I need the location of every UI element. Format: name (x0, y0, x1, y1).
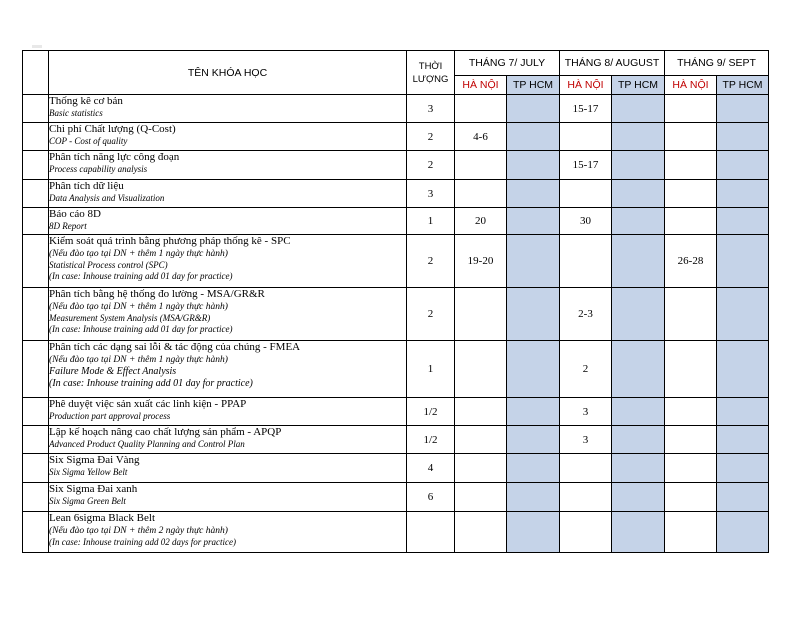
august-hcm-date-cell (612, 151, 665, 180)
july-hcm-date-cell (507, 454, 560, 483)
sept-hanoi-date-cell (665, 454, 717, 483)
sept-hcm-header: TP HCM (717, 76, 769, 95)
course-title-en: Statistical Process control (SPC) (49, 260, 168, 270)
course-title-en: Measurement System Analysis (MSA/GR&R) (49, 313, 211, 323)
course-title-vi: Phân tích bằng hệ thống đo lường - MSA/GR&R (49, 288, 265, 300)
course-title-en: (In case: Inhouse training add 01 day for practice) (49, 378, 253, 389)
july-hcm-header: TP HCM (507, 76, 560, 95)
july-hanoi-date-cell (455, 151, 507, 180)
august-hcm-date-cell (612, 95, 665, 123)
duration-cell: 4 (407, 454, 455, 483)
august-hanoi-date-cell: 3 (560, 398, 612, 426)
table-row (23, 426, 769, 454)
sept-hanoi-date-cell (665, 123, 717, 151)
duration-cell: 1/2 (407, 426, 455, 454)
sept-hcm-date-cell (717, 95, 769, 123)
course-title-en: 8D Report (49, 221, 87, 231)
course-title-vi: Phân tích năng lực công đoạn (49, 151, 180, 163)
august-hanoi-date-cell (560, 180, 612, 208)
july-hanoi-date-cell (455, 288, 507, 341)
sept-hanoi-date-cell (665, 151, 717, 180)
july-hcm-date-cell (507, 208, 560, 235)
course-name-cell (49, 235, 407, 288)
july-hcm-date-cell (507, 95, 560, 123)
duration-cell: 3 (407, 95, 455, 123)
july-hanoi-date-cell (455, 95, 507, 123)
july-hcm-date-cell (507, 426, 560, 454)
july-hcm-date-cell (507, 235, 560, 288)
sept-hanoi-date-cell (665, 483, 717, 512)
august-hcm-date-cell (612, 398, 665, 426)
course-name-cell (49, 208, 407, 235)
sept-hcm-date-cell (717, 288, 769, 341)
row-marker-cell (23, 341, 49, 398)
sept-hanoi-date-cell (665, 398, 717, 426)
row-marker-cell (23, 95, 49, 123)
july-hcm-date-cell (507, 398, 560, 426)
course-rows (23, 95, 769, 553)
august-hcm-date-cell (612, 454, 665, 483)
duration-cell: 1/2 (407, 398, 455, 426)
table-row (23, 123, 769, 151)
table-row (23, 512, 769, 553)
row-marker-cell (23, 180, 49, 208)
july-hcm-date-cell (507, 123, 560, 151)
row-marker-cell (23, 288, 49, 341)
sept-hcm-date-cell (717, 483, 769, 512)
table-row (23, 235, 769, 288)
course-name-cell (49, 341, 407, 398)
course-title-vi: Báo cáo 8D (49, 208, 101, 220)
august-hanoi-date-cell: 2 (560, 341, 612, 398)
course-name-cell (49, 454, 407, 483)
sept-hanoi-date-cell (665, 208, 717, 235)
course-title-vi: Phân tích dữ liệu (49, 180, 124, 192)
duration-cell (407, 512, 455, 553)
course-title-en: Process capability analysis (49, 164, 148, 174)
august-hcm-date-cell (612, 180, 665, 208)
course-note: (Nếu đào tạo tại DN + thêm 1 ngày thực hành) (49, 302, 228, 312)
august-hcm-date-cell (612, 235, 665, 288)
row-marker-cell (23, 454, 49, 483)
july-hanoi-header: HÀ NỘI (455, 76, 507, 95)
sept-hcm-date-cell (717, 235, 769, 288)
course-title-vi: Phê duyệt việc sản xuất các linh kiện - PPAP (49, 398, 247, 410)
row-marker-cell (23, 398, 49, 426)
course-name-cell (49, 398, 407, 426)
course-note: (Nếu đào tạo tại DN + thêm 2 ngày thực hành) (49, 526, 228, 536)
course-name-cell (49, 288, 407, 341)
course-title-vi: Thống kê cơ bản (49, 95, 123, 107)
sept-hcm-date-cell (717, 180, 769, 208)
course-title-vi: Phân tích các dạng sai lỗi & tác động của chúng - FMEA (49, 341, 301, 353)
course-name-cell (49, 123, 407, 151)
sept-hcm-date-cell (717, 151, 769, 180)
sept-hanoi-date-cell (665, 95, 717, 123)
course-title-en: Six Sigma Yellow Belt (49, 467, 128, 477)
row-marker-cell (23, 151, 49, 180)
duration-header-line1: THỜI (418, 60, 443, 72)
course-title-vi: Six Sigma Đai Vàng (49, 454, 140, 466)
sept-hcm-date-cell (717, 426, 769, 454)
august-hcm-header: TP HCM (612, 76, 665, 95)
row-marker-cell (23, 426, 49, 454)
august-hanoi-date-cell: 15-17 (560, 95, 612, 123)
month-sept-header: THÁNG 9/ SEPT (665, 51, 769, 76)
sept-hanoi-date-cell (665, 341, 717, 398)
course-name-cell (49, 483, 407, 512)
august-hanoi-header: HÀ NỘI (560, 76, 612, 95)
august-hanoi-date-cell: 30 (560, 208, 612, 235)
sept-hcm-date-cell (717, 398, 769, 426)
sept-hanoi-date-cell (665, 512, 717, 553)
course-title-en: Advanced Product Quality Planning and Control Plan (49, 439, 245, 449)
july-hanoi-date-cell (455, 512, 507, 553)
course-title-en: (In case: Inhouse training add 02 days for practice) (49, 537, 236, 547)
duration-cell: 6 (407, 483, 455, 512)
course-title-en: Data Analysis and Visualization (49, 193, 165, 203)
course-title-en: (In case: Inhouse training add 01 day for practice) (49, 324, 233, 334)
august-hanoi-date-cell (560, 483, 612, 512)
course-title-en: (In case: Inhouse training add 01 day for practice) (49, 271, 233, 281)
august-hanoi-date-cell: 2-3 (560, 288, 612, 341)
july-hanoi-date-cell (455, 426, 507, 454)
august-hcm-date-cell (612, 288, 665, 341)
duration-cell: 2 (407, 123, 455, 151)
course-title-en: Production part approval process (49, 411, 171, 421)
august-hanoi-date-cell (560, 123, 612, 151)
july-hanoi-date-cell: 19-20 (455, 235, 507, 288)
course-name-cell (49, 180, 407, 208)
duration-cell: 1 (407, 208, 455, 235)
course-title-en: Six Sigma Green Belt (49, 496, 126, 506)
course-schedule-table (22, 50, 769, 553)
month-july-header: THÁNG 7/ JULY (455, 51, 560, 76)
august-hcm-date-cell (612, 123, 665, 151)
august-hanoi-date-cell (560, 454, 612, 483)
sept-hcm-date-cell (717, 512, 769, 553)
row-marker-cell (23, 208, 49, 235)
duration-cell: 3 (407, 180, 455, 208)
course-name-cell (49, 426, 407, 454)
course-name-cell (49, 512, 407, 553)
august-hcm-date-cell (612, 483, 665, 512)
scan-mark (32, 45, 42, 48)
course-title-vi: Six Sigma Đai xanh (49, 483, 138, 495)
july-hanoi-date-cell (455, 483, 507, 512)
table-row (23, 483, 769, 512)
sept-hanoi-date-cell (665, 180, 717, 208)
sept-hanoi-date-cell (665, 288, 717, 341)
course-name-cell (49, 95, 407, 123)
table-row (23, 288, 769, 341)
august-hanoi-date-cell (560, 235, 612, 288)
july-hcm-date-cell (507, 288, 560, 341)
august-hanoi-date-cell: 15-17 (560, 151, 612, 180)
august-hanoi-date-cell: 3 (560, 426, 612, 454)
sept-hcm-date-cell (717, 454, 769, 483)
sept-hanoi-date-cell: 26-28 (665, 235, 717, 288)
table-row (23, 151, 769, 180)
sept-hcm-date-cell (717, 208, 769, 235)
table-row (23, 208, 769, 235)
course-note: (Nếu đào tạo tại DN + thêm 1 ngày thực hành) (49, 355, 228, 365)
july-hcm-date-cell (507, 512, 560, 553)
course-note: (Nếu đào tạo tại DN + thêm 1 ngày thực hành) (49, 249, 228, 259)
july-hanoi-date-cell (455, 398, 507, 426)
sept-hanoi-date-cell (665, 426, 717, 454)
july-hcm-date-cell (507, 341, 560, 398)
july-hcm-date-cell (507, 151, 560, 180)
row-marker-cell (23, 235, 49, 288)
duration-cell: 2 (407, 235, 455, 288)
course-title-vi: Lean 6sigma Black Belt (49, 512, 155, 524)
row-marker-cell (23, 512, 49, 553)
course-title-en: Basic statistics (49, 108, 103, 118)
sept-hcm-date-cell (717, 341, 769, 398)
july-hcm-date-cell (507, 483, 560, 512)
row-marker-cell (23, 483, 49, 512)
course-title-en: COP - Cost of quality (49, 136, 128, 146)
sept-hanoi-header: HÀ NỘI (665, 76, 717, 95)
table-row (23, 454, 769, 483)
row-marker-header (23, 51, 49, 95)
table-row (23, 180, 769, 208)
course-title-vi: Kiểm soát quá trình bằng phương pháp thống kê - SPC (49, 235, 291, 247)
course-title-en: Failure Mode & Effect Analysis (49, 366, 177, 377)
course-name-header: TÊN KHÓA HỌC (49, 51, 407, 95)
august-hcm-date-cell (612, 426, 665, 454)
table-row (23, 95, 769, 123)
course-title-vi: Lập kế hoạch nâng cao chất lượng sản phẩm - APQP (49, 426, 282, 438)
duration-cell: 2 (407, 288, 455, 341)
august-hanoi-date-cell (560, 512, 612, 553)
table-row (23, 341, 769, 398)
duration-cell: 2 (407, 151, 455, 180)
duration-header-line2: LƯỢNG (412, 73, 449, 85)
month-august-header: THÁNG 8/ AUGUST (560, 51, 665, 76)
course-title-vi: Chi phí Chất lượng (Q-Cost) (49, 123, 176, 135)
duration-header (407, 51, 455, 95)
july-hanoi-date-cell (455, 180, 507, 208)
july-hanoi-date-cell: 4-6 (455, 123, 507, 151)
august-hcm-date-cell (612, 208, 665, 235)
table-row (23, 398, 769, 426)
sept-hcm-date-cell (717, 123, 769, 151)
july-hcm-date-cell (507, 180, 560, 208)
august-hcm-date-cell (612, 341, 665, 398)
july-hanoi-date-cell (455, 341, 507, 398)
july-hanoi-date-cell (455, 454, 507, 483)
july-hanoi-date-cell: 20 (455, 208, 507, 235)
course-name-cell (49, 151, 407, 180)
duration-cell: 1 (407, 341, 455, 398)
row-marker-cell (23, 123, 49, 151)
august-hcm-date-cell (612, 512, 665, 553)
